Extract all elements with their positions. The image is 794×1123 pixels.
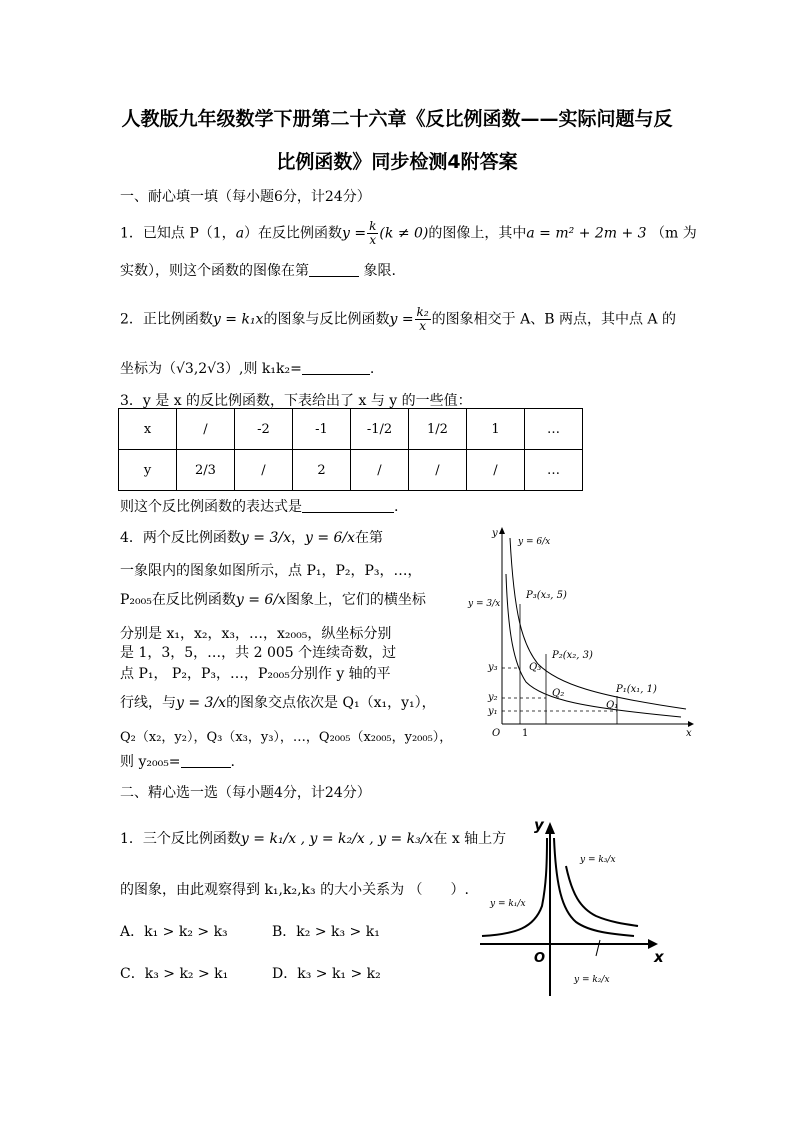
q4-l7-f: y = 3/x — [176, 695, 227, 711]
table-cell: / — [235, 450, 293, 491]
q1-line2-b: 象限. — [363, 263, 396, 279]
q4-l9-b: . — [230, 754, 235, 770]
q2-text-b: 的图象与反比例函数 — [263, 311, 390, 328]
table-cell: -1 — [293, 409, 351, 450]
q2-line2-b: . — [369, 361, 375, 377]
section1-heading: 一、耐心填一填（每小题6分，计24分） — [120, 189, 371, 205]
q4-figure — [466, 524, 696, 742]
q1-frac-den: x — [367, 233, 378, 247]
q4-l3-a: P₂₀₀₅在反比例函数 — [120, 592, 236, 608]
fig2-origin: O — [534, 951, 546, 966]
fig2-label-k3: y = k₃/x — [580, 855, 616, 865]
q1-text-d: （m 为 — [651, 225, 697, 242]
s2-q1-l1-b: 在 x 轴上方 — [433, 831, 507, 847]
table-cell: -1/2 — [351, 409, 409, 450]
section2-heading: 二、精心选一选（每小题4分，计24分） — [120, 785, 371, 801]
q1-line2 — [120, 260, 396, 280]
q4-l3-b: 图象上，它们的横坐标 — [285, 592, 426, 608]
fig1-p1: P₁(x₁, 1) — [616, 684, 657, 695]
fig2-x-label: x — [654, 948, 664, 966]
q3-after — [120, 496, 398, 516]
fig1-q2: Q₂ — [552, 688, 565, 699]
q3-value-table — [118, 408, 583, 491]
q2-line2-a: 坐标为（√3,2√3）,则 k₁k₂= — [120, 361, 302, 377]
s2-q1-option-b[interactable]: B．k₂ > k₃ > k₁ — [272, 924, 380, 940]
q1-text-a: 1．已知点 P（1， — [120, 225, 236, 242]
s2-q1-line2: 的图象，由此观察得到 k₁,k₂,k₃ 的大小关系为 （ ）. — [120, 882, 469, 898]
table-row-x — [119, 409, 583, 450]
s2-q1-line1 — [120, 828, 506, 848]
q4-line6: 点 P₁， P₂，P₃，…，P₂₀₀₅分别作 y 轴的平 — [120, 666, 391, 682]
q4-l1-b: ， — [290, 530, 305, 546]
fig1-p3: P₃(x₃, 5) — [526, 590, 567, 601]
table-cell: 2/3 — [177, 450, 235, 491]
q4-l1-c: 在第 — [355, 530, 384, 546]
table-cell: … — [525, 450, 583, 491]
q4-line9 — [120, 751, 235, 771]
q4-l3-f: y = 6/x — [235, 592, 286, 608]
q4-f1: y = 3/x — [240, 530, 291, 546]
q4-line7 — [120, 692, 436, 712]
fig2-curve-k3 — [566, 866, 638, 926]
fig2-label-k1: y = k₁/x — [490, 899, 526, 909]
q1-frac — [367, 220, 378, 247]
q4-line1 — [120, 527, 383, 547]
table-cell: x — [119, 409, 177, 450]
q1-var-a: a — [235, 225, 245, 242]
q2-line1 — [120, 306, 676, 333]
q1-text-c: 的图像上，其中 — [428, 225, 527, 242]
q4-l7-b: 的图象交点依次是 Q₁（x₁，y₁）， — [226, 695, 436, 711]
q4-l9-a: 则 y₂₀₀₅= — [120, 754, 181, 770]
s2-q1-funcs: y = k₁/x , y = k₂/x , y = k₃/x — [240, 831, 434, 847]
q2-frac — [415, 306, 431, 333]
fig1-label-3x: y = 3/x — [468, 599, 501, 609]
q3-answer-blank[interactable] — [302, 498, 394, 513]
s2-q1-figure — [476, 816, 672, 1000]
q1-frac-num: k — [369, 219, 377, 233]
q4-answer-blank[interactable] — [181, 753, 231, 768]
q1-line2-a: 实数），则这个函数的图像在第 — [120, 263, 309, 279]
fig1-x-label: x — [686, 728, 692, 739]
table-cell: 1 — [467, 409, 525, 450]
s2-q1-option-a[interactable]: A．k₁ > k₂ > k₃ — [120, 924, 228, 940]
table-cell: / — [177, 409, 235, 450]
table-cell: / — [351, 450, 409, 491]
q4-l1-a: 4．两个反比例函数 — [120, 530, 241, 546]
q2-frac-den: x — [415, 319, 431, 333]
q4-line4: 分别是 x₁，x₂，x₃，…，x₂₀₀₅，纵坐标分别 — [120, 626, 392, 642]
table-cell: -2 — [235, 409, 293, 450]
table-cell: / — [409, 450, 467, 491]
fig2-label-k2: y = k₂/x — [574, 975, 610, 985]
q4-line3 — [120, 589, 426, 609]
q4-line8: Q₂（x₂，y₂），Q₃（x₃，y₃），…，Q₂₀₀₅（x₂₀₀₅，y₂₀₀₅）， — [120, 730, 453, 745]
fig2-curve-k1 — [482, 838, 547, 936]
s2-q1-option-d[interactable]: D．k₃ > k₁ > k₂ — [272, 966, 381, 982]
q1-expr: a = m² + 2m + 3 — [526, 225, 647, 242]
q1-line1 — [120, 220, 697, 247]
fig1-tick-1: 1 — [522, 728, 529, 739]
table-cell: y — [119, 450, 177, 491]
q1-answer-blank[interactable] — [309, 262, 359, 277]
q2-text-a: 2．正比例函数 — [120, 311, 213, 328]
table-cell: … — [525, 409, 583, 450]
q2-line2 — [120, 358, 374, 378]
fig2-y-label: y — [534, 816, 544, 834]
fig1-y2: y₂ — [488, 692, 498, 703]
s2-q1-l1-a: 1．三个反比例函数 — [120, 831, 241, 847]
s2-q1-option-c[interactable]: C．k₃ > k₂ > k₁ — [120, 966, 229, 982]
doc-title-line1: 人教版九年级数学下册第二十六章《反比例函数——实际问题与反 — [121, 108, 673, 130]
q2-expr1: y = k₁x — [212, 311, 264, 328]
q4-line5: 是 1，3，5，…，共 2 005 个连续奇数，过 — [120, 645, 397, 661]
q3-after-text: 则这个反比例函数的表达式是 — [120, 499, 302, 515]
table-cell: / — [467, 450, 525, 491]
fig1-y3: y₃ — [488, 662, 498, 673]
q1-func: y = — [342, 225, 367, 242]
q2-func: y = — [389, 311, 414, 328]
fig1-label-6x: y = 6/x — [518, 537, 551, 547]
q3-after-end: . — [394, 499, 399, 515]
q2-text-c: 的图象相交于 A、B 两点，其中点 A 的 — [431, 311, 676, 328]
fig1-origin: O — [492, 728, 501, 739]
table-cell: 2 — [293, 450, 351, 491]
q4-line2: 一象限内的图象如图所示，点 P₁，P₂，P₃，…， — [120, 563, 422, 579]
fig1-y1: y₁ — [488, 706, 498, 717]
table-cell: 1/2 — [409, 409, 467, 450]
fig1-q1: Q₁ — [606, 700, 619, 711]
fig1-p2: P₂(x₂, 3) — [552, 650, 593, 661]
fig1-q3: Q₃ — [529, 662, 542, 673]
fig2-curve-k2 — [554, 838, 634, 936]
q2-answer-blank[interactable] — [302, 360, 370, 375]
q1-cond: (k ≠ 0) — [379, 225, 429, 242]
q4-f2: y = 6/x — [304, 530, 356, 546]
q1-text-b: ）在反比例函数 — [244, 225, 343, 242]
q2-frac-num: k₂ — [416, 305, 429, 319]
fig1-y-label: y — [492, 528, 498, 539]
fig1-curve-6-over-x — [510, 538, 686, 709]
q4-l7-a: 行线，与 — [120, 695, 176, 711]
q3-intro: 3．y 是 x 的反比例函数，下表给出了 x 与 y 的一些值： — [120, 393, 472, 409]
table-row-y — [119, 450, 583, 491]
doc-title-line2: 比例函数》同步检测4附答案 — [276, 151, 518, 173]
